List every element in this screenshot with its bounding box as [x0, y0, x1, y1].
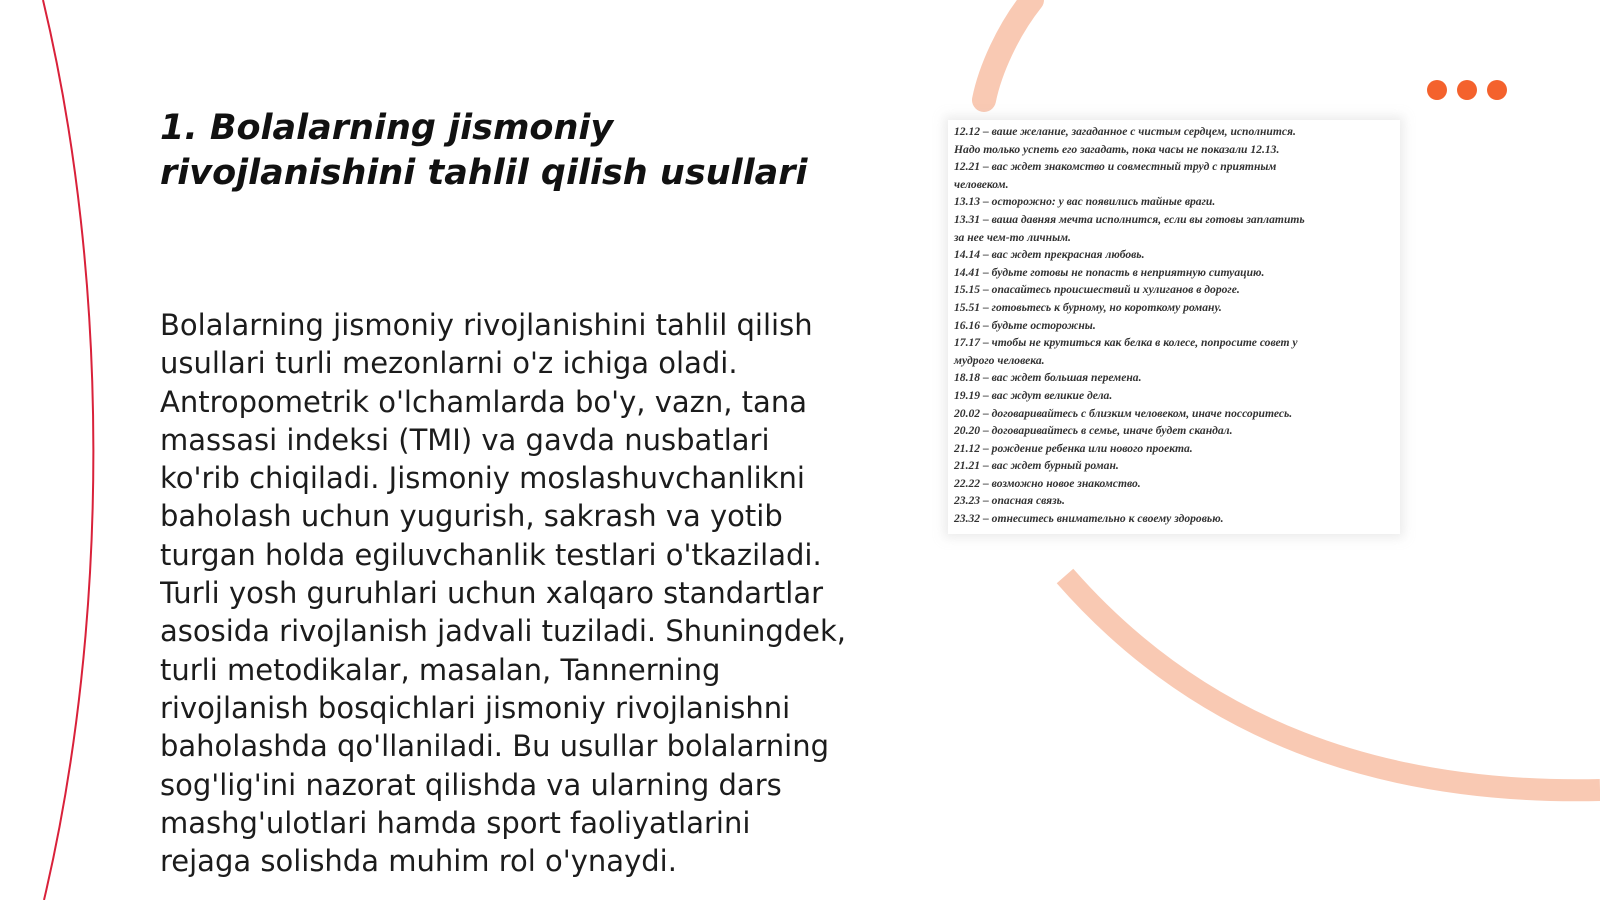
image-text-line: 16.16 – будьте осторожны. — [954, 318, 1096, 332]
image-text-line: 12.21 – вас ждет знакомство и совместный труд с приятным — [954, 160, 1277, 174]
slide-dots-decoration — [1427, 80, 1507, 100]
image-text-line: 13.31 – ваша давняя мечта исполнится, если вы готовы заплатить — [954, 212, 1305, 226]
decorative-arc-top — [984, 0, 1032, 100]
image-text-line: 20.02 – договаривайтесь с близким человеком, иначе поссоритесь. — [954, 406, 1293, 420]
dot-icon — [1457, 80, 1477, 100]
image-text-line: человеком. — [954, 177, 1009, 191]
image-text-line: 14.14 – вас ждет прекрасная любовь. — [954, 248, 1145, 262]
image-text-line: 22.22 – возможно новое знакомство. — [954, 476, 1141, 490]
image-text-line: мудрого человека. — [954, 353, 1045, 367]
decorative-arc-bottom — [1065, 576, 1600, 790]
image-text-line: 19.19 – вас ждут великие дела. — [954, 388, 1113, 402]
image-text-line: 15.15 – опасайтесь происшествий и хулиганов в дороге. — [954, 283, 1240, 297]
left-edge-line — [43, 0, 93, 900]
image-text-line: 15.51 – готовьтесь к бурному, но короткому роману. — [954, 300, 1222, 314]
image-text-line: 23.32 – отнеситесь внимательно к своему здоровью. — [954, 512, 1224, 526]
image-text-line: 23.23 – опасная связь. — [954, 494, 1065, 508]
image-text-line: 21.21 – вас ждет бурный роман. — [954, 459, 1119, 473]
image-text-line: 14.41 – будьте готовы не попасть в неприятную ситуацию. — [954, 265, 1265, 279]
image-text-line: 21.12 – рождение ребенка или нового проекта. — [954, 441, 1193, 455]
image-text-line: за нее чем-то личным. — [954, 230, 1071, 244]
scanned-text-image — [948, 120, 1400, 534]
slide-title: 1. Bolalarning jismoniy rivojlanishini tahlil qilish usullari — [160, 108, 808, 193]
image-text-line: 12.12 – ваше желание, загаданное с чистым сердцем, исполнится. — [954, 125, 1296, 138]
slide-body-text: Bolalarning jismoniy rivojlanishini tahlil qilish usullari turli mezonlarni o'z ichiga oladi. Antropometrik o'lchamlarda bo'y, vazn, tana massasi indeksi (TMI) va gavda nusbatlari ko'rib chiqiladi. Jismoniy moslashuvchanlikni baholash uchun yugurish, sakrash va yotib turgan holda egiluvchanlik testlari o'tkaziladi. Turli yosh guruhlari uchun xalqaro standartlar asosida rivojlanish jadvali tuziladi. Shuningdek, turli metodikalar, masalan, Tannerning rivojlanish bosqichlari jismoniy rivojlanishni baholashda qo'llaniladi. Bu usullar bolalarning sog'lig'ini nazorat qilishda va ularning dars mashg'ulotlari hamda sport faoliyatlarini rejaga solishda muhim rol o'ynaydi. — [160, 308, 847, 879]
image-text-line: 18.18 – вас ждет большая перемена. — [954, 371, 1142, 385]
dot-icon — [1427, 80, 1447, 100]
image-text-line: Надо только успеть его загадать, пока часы не показали 12.13. — [954, 142, 1280, 156]
dot-icon — [1487, 80, 1507, 100]
image-text-line: 13.13 – осторожно: у вас появились тайные враги. — [954, 195, 1216, 209]
image-text-line: 20.20 – договаривайтесь в семье, иначе будет скандал. — [954, 424, 1233, 438]
image-text-line: 17.17 – чтобы не крутиться как белка в колесе, попросите совет у — [954, 336, 1298, 350]
